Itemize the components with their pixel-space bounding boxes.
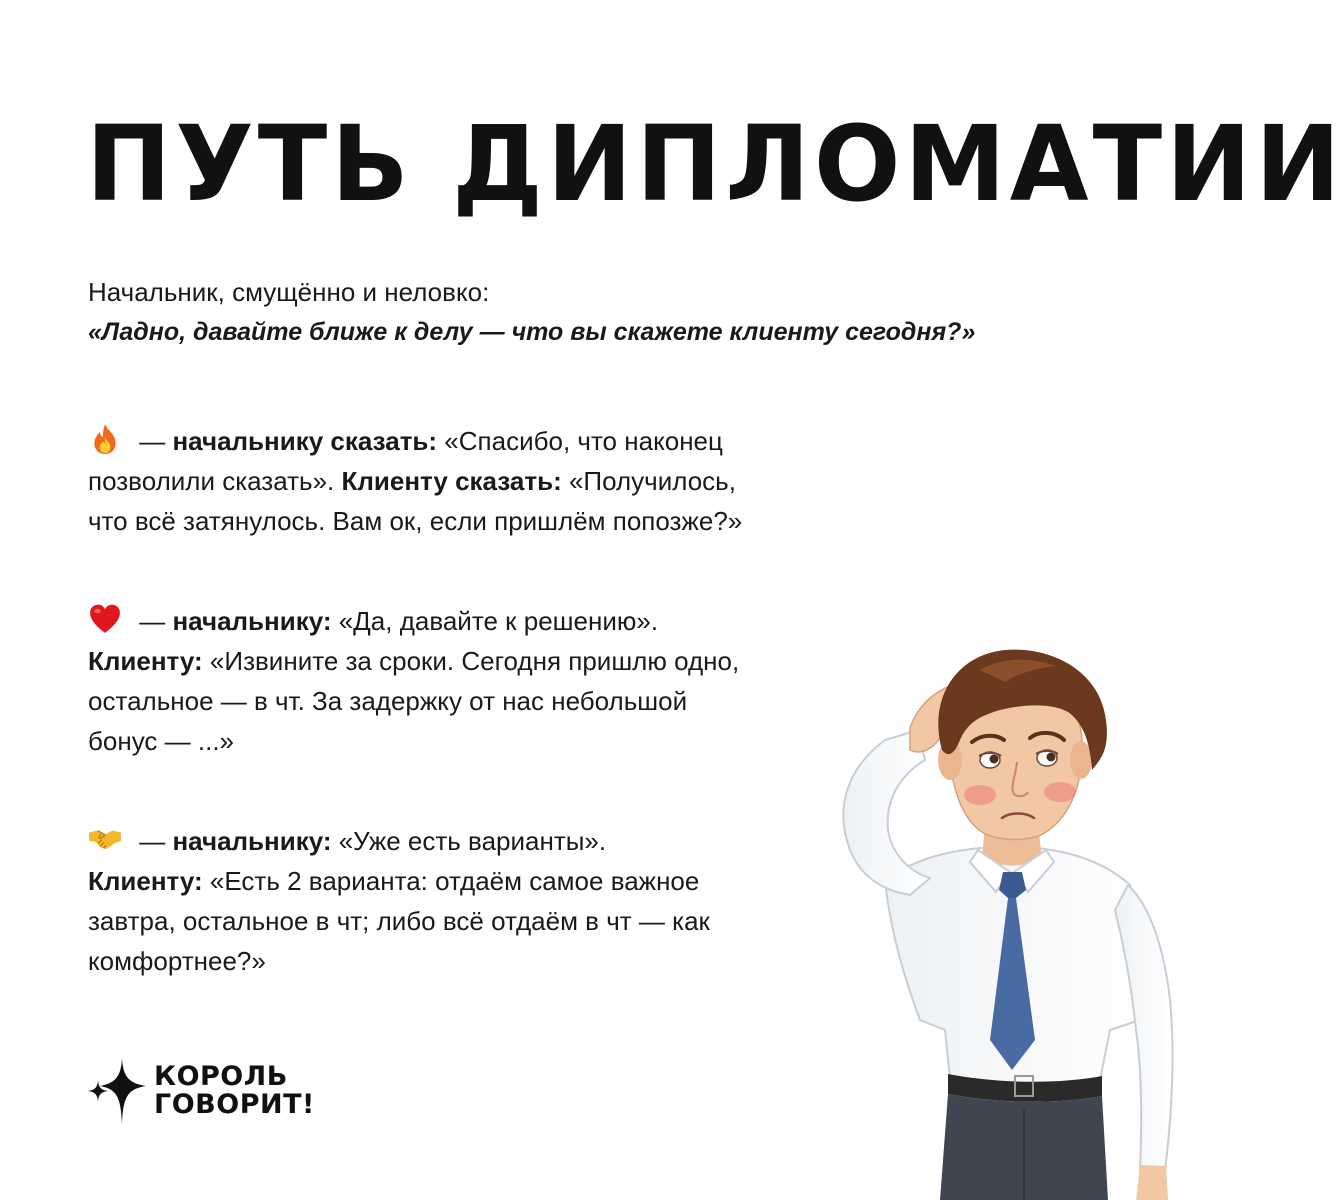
option-fire: — начальнику сказать: «Спасибо, что наконец позволили сказать». Клиенту сказать: «Получилось, что всё затянулось. Вам ок, если пришлём попозже?»	[88, 421, 888, 541]
intro	[88, 272, 975, 352]
option-boss-label: начальнику:	[172, 826, 332, 856]
option-client-label: Клиенту сказать:	[341, 466, 562, 496]
intro-quote: «Ладно, давайте ближе к делу — что вы скажете клиенту сегодня?»	[88, 318, 976, 346]
option-heart: — начальнику: «Да, давайте к решению». Клиенту: «Извините за сроки. Сегодня пришлю одно, остальное — в чт. За задержку от нас небольшой бонус — ...»	[88, 601, 888, 761]
sparkle-icon	[86, 1056, 148, 1126]
option-client-label: Клиенту:	[88, 866, 203, 896]
option-boss-label: начальнику:	[172, 606, 332, 636]
option-handshake: — начальнику: «Уже есть варианты». Клиенту: «Есть 2 варианта: отдаём самое важное завтра, остальное в чт; либо всё отдаём в чт — как комфортнее?»	[88, 821, 888, 981]
option-client-label: Клиенту:	[88, 646, 203, 676]
handshake-icon	[88, 822, 122, 856]
heart-icon	[88, 602, 122, 636]
brand-name: КОРОЛЬ ГОВОРИТ!	[154, 1061, 315, 1120]
brand-logo	[86, 1056, 315, 1126]
intro-lead: Начальник, смущённо и неловко:	[88, 277, 490, 307]
page-title: ПУТЬ ДИПЛОМАТИИ	[86, 103, 1344, 225]
option-boss-label: начальнику сказать:	[172, 426, 438, 456]
fire-icon	[88, 422, 122, 456]
confused-man-illustration	[810, 610, 1200, 1200]
